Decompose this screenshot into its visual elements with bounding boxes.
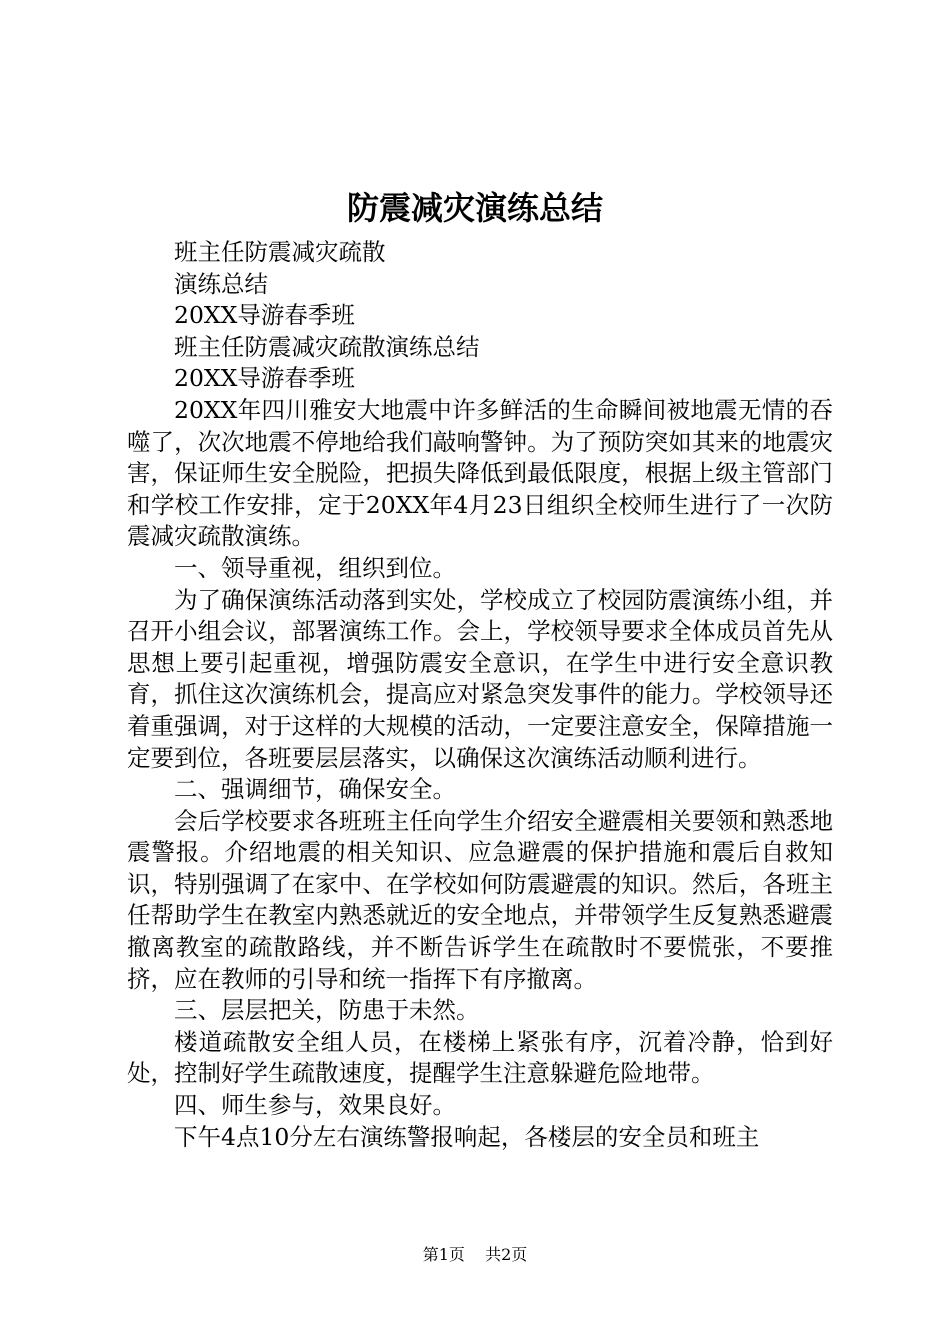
section-heading: 四、师生参与，效果良好。 (174, 1091, 456, 1120)
section-heading: 二、强调细节，确保安全。 (174, 775, 456, 804)
section-heading: 一、领导重视，组织到位。 (174, 553, 456, 582)
paragraph: 20XX导游春季班 (174, 301, 355, 330)
page-number: 第1页 (422, 1245, 465, 1264)
page-total: 共2页 (485, 1245, 528, 1264)
paragraph: 为了确保演练活动落到实处，学校成立了校园防震演练小组，并召开小组会议，部署演练工作。会上，学校领导要求全体成员首先从思想上要引起重视，增强防震安全意识，在学生中进行安全意识教育，抓住这次演练机会，提高应对紧急突发事件的能力。学校领导还着重强调，对于这样的大规模的活动，一定要注意安全，保障措施一定要到位，各班要层层落实，以确保这次演练活动顺利进行。 (127, 585, 833, 772)
paragraph: 班主任防震减灾疏散 (174, 238, 386, 266)
paragraph: 20XX年四川雅安大地震中许多鲜活的生命瞬间被地震无情的吞噬了，次次地震不停地给我们敲响警钟。为了预防突如其来的地震灾害，保证师生安全脱险，把损失降低到最低限度，根据上级主管部门和学校工作安排，定于20XX年4月23日组织全校师生进行了一次防震减灾疏散演练。 (127, 395, 833, 551)
paragraph: 下午4点10分左右演练警报响起，各楼层的安全员和班主 (174, 1122, 760, 1151)
document-body (127, 237, 833, 1153)
section-heading: 三、层层把关，防患于未然。 (174, 996, 480, 1025)
paragraph: 演练总结 (174, 269, 268, 298)
page-footer (0, 1244, 950, 1266)
paragraph: 会后学校要求各班班主任向学生介绍安全避震相关要领和熟悉地震警报。介绍地震的相关知识、应急避震的保护措施和震后自救知识，特别强调了在家中、在学校如何防震避震的知识。然后，各班主任帮助学生在教室内熟悉就近的安全地点，并带领学生反复熟悉避震撤离教室的疏散路线，并不断告诉学生在疏散时不要慌张，不要推挤，应在教师的引导和统一指挥下有序撤离。 (127, 806, 833, 993)
paragraph: 楼道疏散安全组人员，在楼梯上紧张有序，沉着冷静，恰到好处，控制好学生疏散速度，提醒学生注意躲避危险地带。 (127, 1027, 833, 1088)
document-title: 防震减灾演练总结 (346, 189, 603, 227)
paragraph: 20XX导游春季班 (174, 364, 355, 393)
paragraph: 班主任防震减灾疏散演练总结 (174, 332, 480, 361)
